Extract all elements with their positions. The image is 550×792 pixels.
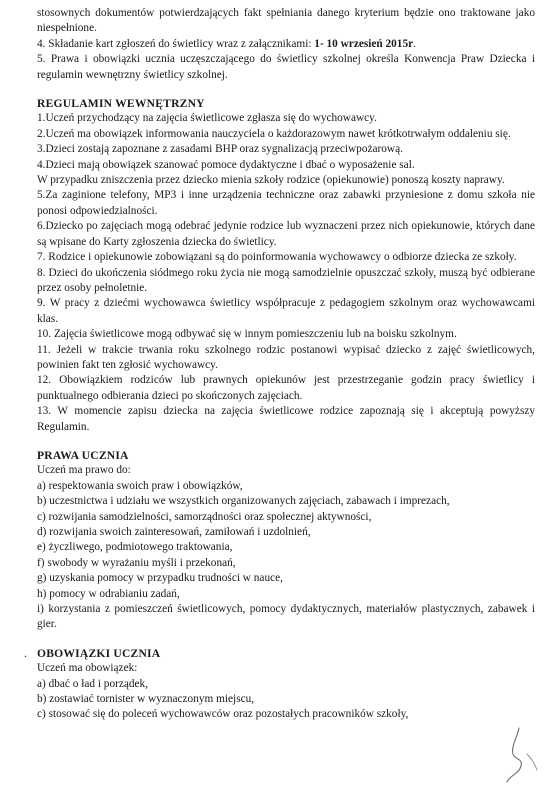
prawa-heading: PRAWA UCZNIA (37, 448, 129, 462)
intro-item-4 (37, 37, 535, 52)
intro-item-4-end: . (413, 37, 416, 50)
prawa-item: h) pomocy w odrabianiu zadań, (37, 587, 180, 600)
regulamin-item: 2.Uczeń ma obowiązek informowania nauczyciela o każdorazowym nawet krótkotrwałym oddaleniu się. (37, 127, 511, 140)
regulamin-item: 10. Zajęcia świetlicowe mogą odbywać się w innym pomieszczeniu lub na boisku szkolnym. (37, 328, 457, 341)
regulamin-item: 3.Dzieci zostają zapoznane z zasadami BHP oraz sygnalizacją przeciwpożarową. (37, 143, 403, 156)
prawa-item: e) życzliwego, podmiotowego traktowania, (37, 541, 233, 554)
regulamin-item: 4.Dzieci mają obowiązek szanować pomoce dydaktyczne i dbać o wyposażenie sal. (37, 158, 415, 171)
intro-paragraph: stosownych dokumentów potwierdzających fakt spełniania danego kryterium będzie ono traktowane jako niespełnione. (37, 7, 535, 35)
regulamin-item: 13. W momencie zapisu dziecka na zajęcia świetlicowe rodzice zapoznają się i akceptują powyższy Regulamin. (37, 405, 535, 433)
handwritten-signature-mark (497, 724, 543, 784)
regulamin-item: 1.Uczeń przychodzący na zajęcia świetlicowe zgłasza się do wychowawcy. (37, 112, 377, 125)
intro-item-5: 5. Prawa i obowiązki ucznia uczęszczającego do świetlicy szkolnej określa Konwencja Praw Dziecka i regulamin wewnętrzny świetlicy szkolnej. (37, 53, 535, 81)
obowiazki-item: c) stosować się do poleceń wychowawców oraz pozostałych pracowników szkoły, (37, 708, 409, 721)
regulamin-item: 12. Obowiązkiem rodziców lub prawnych opiekunów jest przestrzeganie godzin pracy świetlicy i punktualnego odbierania dzieci po skończonych zajęciach. (37, 374, 535, 402)
regulamin-item: 9. W pracy z dziećmi wychowawca świetlicy współpracuje z pedagogiem szkolnym oraz wychowawcami klas. (37, 297, 535, 325)
prawa-item: a) respektowania swoich praw i obowiązków, (37, 479, 243, 492)
prawa-item: g) uzyskania pomocy w przypadku trudności w nauce, (37, 572, 283, 585)
prawa-item: b) uczestnictwa i udziału we wszystkich organizowanych zajęciach, zabawach i imprezach, (37, 495, 450, 508)
intro-item-4-date: 1- 10 wrzesień 2015r (314, 37, 414, 50)
regulamin-item: 6.Dziecko po zajęciach mogą odebrać jedynie rodzice lub wyznaczeni przez nich opiekunowie, których dane są wpisane do Karty zgłoszenia dziecka do świetlicy. (37, 220, 535, 248)
prawa-item: c) rozwijania samodzielności, samorządności oraz społecznej aktywności, (37, 510, 372, 523)
regulamin-item: 7. Rodzice i opiekunowie zobowiązani są do poinformowania wychowawcy o odbiorze dziecka ze szkoły. (37, 251, 517, 264)
regulamin-item: 8. Dzieci do ukończenia siódmego roku życia nie mogą samodzielnie opuszczać szkoły, muszą być odbierane przez osoby pełnoletnie. (37, 266, 535, 294)
regulamin-item: 11. Jeżeli w trakcie trwania roku szkolnego rodzic postanowi wypisać dziecko z zajęć świetlicowych, powinien fakt ten zgłosić wychowawcy. (37, 343, 535, 371)
obowiazki-item: b) zostawiać tornister w wyznaczonym miejscu, (37, 693, 255, 706)
obowiazki-heading: OBOWIĄZKI UCZNIA (37, 646, 161, 660)
intro-item-4-text: 4. Składanie kart zgłoszeń do świetlicy wraz z załącznikami: (37, 37, 315, 50)
prawa-item: f) swobody w wyrażaniu myśli i przekonań, (37, 556, 236, 569)
prawa-intro: Uczeń ma prawo do: (37, 464, 131, 477)
margin-dot: . (24, 646, 27, 660)
obowiazki-item: a) dbać o ład i porządek, (37, 677, 149, 690)
regulamin-heading: REGULAMIN WEWNĘTRZNY (37, 97, 205, 111)
prawa-item: i) korzystania z pomieszczeń świetlicowych, pomocy dydaktycznych, materiałów plastycznych, zabawek i gier. (37, 603, 535, 631)
regulamin-item: 5.Za zaginione telefony, MP3 i inne urządzenia techniczne oraz zabawki przyniesione z domu szkoła nie ponosi odpowiedzialności. (37, 189, 535, 217)
obowiazki-intro: Uczeń ma obowiązek: (37, 662, 138, 675)
regulamin-item: W przypadku zniszczenia przez dziecko mienia szkoły rodzice (opiekunowie) ponoszą koszty naprawy. (37, 174, 505, 187)
document-body (37, 6, 535, 723)
prawa-item: d) rozwijania swoich zainteresowań, zamiłowań i uzdolnień, (37, 526, 311, 538)
